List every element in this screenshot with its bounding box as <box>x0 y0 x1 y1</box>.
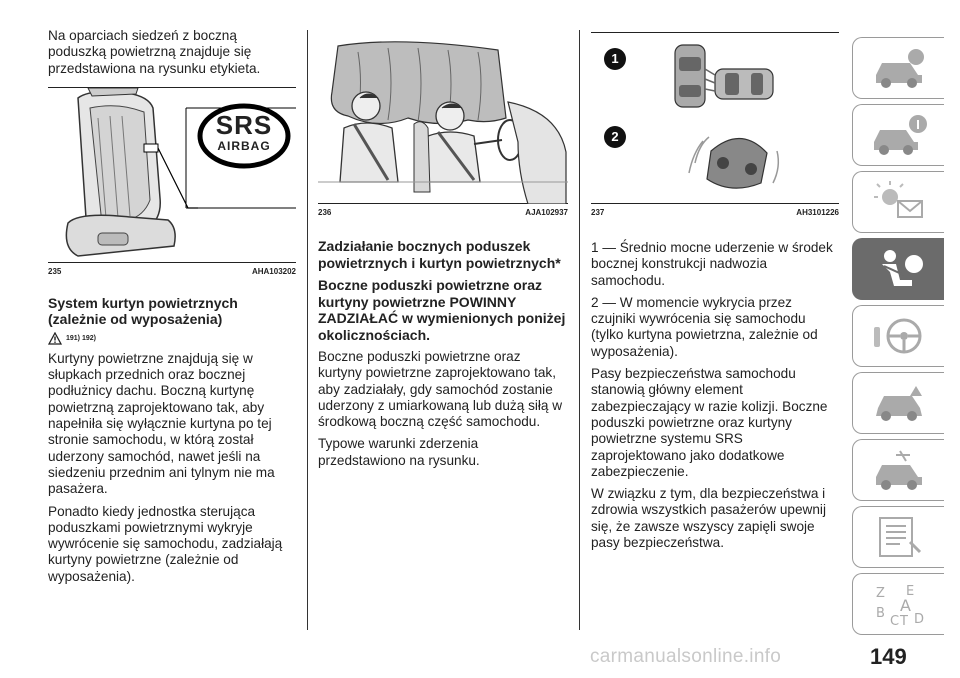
car-info-icon <box>870 45 928 91</box>
tab-technical-data[interactable] <box>852 506 944 568</box>
warning-refs: 191) 192) <box>66 334 96 342</box>
index-letter: E <box>905 584 914 599</box>
tab-index[interactable] <box>852 573 944 635</box>
index-letter: D <box>913 612 924 627</box>
paragraph: Kurtyny powietrzne znajdują się w słupkach przednich oraz bocznej podłużnicy dachu. Boczną kurtynę powietrzną zaprojektowano tak, aby napełniła się wyłącznie kurtyna po tej stronie samochodu, w którą został uderzony samochód, nawet jeśli na siedzeniu przednim ani tylnym nie ma pasażera. <box>48 350 275 497</box>
section-subheading: Boczne poduszki powietrzne oraz kurtyny powietrzne POWINNY ZADZIAŁAĆ w wymienionych poniżej okolicznościach. <box>318 277 566 343</box>
technical-data-icon <box>870 514 928 560</box>
tab-car-info[interactable] <box>852 104 944 166</box>
car-info-i-icon <box>870 112 928 158</box>
figure-236 <box>318 32 568 204</box>
paragraph: Pasy bezpieczeństwa samochodu stanowią główny element zabezpieczający w razie kolizji. Boczne poduszki powietrzne oraz kurtyny powietrzne systemu SRS zaprojektowano jako dodatkowe zabezpieczenie. <box>591 366 828 479</box>
index-letter: A <box>899 596 911 615</box>
figure-number: 236 <box>318 208 332 217</box>
figure-caption <box>318 204 568 220</box>
tab-car-overview[interactable] <box>852 37 944 99</box>
list-item: 2 — W momencie wykrycia przez czujniki wywrócenia się samochodu (tylko kurtyna powietrzna, zależnie od wyposażenia). <box>591 294 818 359</box>
figure-code: AJA102937 <box>525 208 568 217</box>
paragraph: Ponadto kiedy jednostka sterująca poduszkami powietrznymi wykryje wywrócenie się samochodu, zadziałają kurtyny powietrzne (zależnie od wyposażenia). <box>48 503 283 584</box>
paragraph: W związku z tym, dla bezpieczeństwa i zdrowia wszystkich pasażerów upewnij się, że zawsze wszyscy zapięli swoje pasy bezpieczeństwa. <box>591 486 826 551</box>
section-heading: System kurtyn powietrznych (zależnie od wyposażenia) <box>48 294 238 328</box>
warning-reference <box>48 332 296 345</box>
marker-1: 1 <box>611 51 619 66</box>
warning-triangle-icon <box>48 332 62 345</box>
figure-237 <box>591 32 839 204</box>
figure-code: AHA103202 <box>251 266 296 276</box>
index-letter: B <box>875 606 885 621</box>
column-divider <box>307 30 308 630</box>
chapter-sidebar <box>852 37 944 640</box>
figure-code: AH3101226 <box>796 208 839 217</box>
srs-text: SRS <box>215 109 273 140</box>
emergency-icon <box>870 380 928 426</box>
intro-text: Na oparciach siedzeń z boczną poduszką powietrzną znajduje się przedstawiona na rysunku etykieta. <box>48 28 261 76</box>
column-divider <box>579 30 580 630</box>
index-letter: T <box>899 614 908 627</box>
tab-emergency[interactable] <box>852 372 944 434</box>
tab-warning-lights[interactable] <box>852 171 944 233</box>
figure-number: 235 <box>48 266 62 276</box>
side-airbag-illustration <box>318 32 568 204</box>
tab-starting-driving[interactable] <box>852 305 944 367</box>
figure-caption <box>591 204 839 220</box>
starting-driving-icon <box>870 313 928 359</box>
tab-safety[interactable] <box>852 238 944 300</box>
srs-airbag-label <box>206 109 282 153</box>
page-number: 149 <box>870 644 907 669</box>
column-2 <box>318 32 568 475</box>
marker-2: 2 <box>611 129 619 144</box>
collision-illustration <box>591 33 839 205</box>
list-item: 1 — Średnio mocne uderzenie w środek bocznej konstrukcji nadwozia samochodu. <box>591 240 833 288</box>
figure-235 <box>48 87 296 263</box>
index-letter: Z <box>875 586 885 601</box>
airbag-safety-icon <box>870 246 928 292</box>
column-3 <box>591 32 839 557</box>
figure-number: 237 <box>591 208 605 217</box>
airbag-text: AIRBAG <box>217 138 271 153</box>
index-icon <box>870 581 928 627</box>
column-1 <box>48 28 296 591</box>
watermark: carmanualsonline.info <box>590 646 782 667</box>
maintenance-icon <box>870 447 928 493</box>
tab-maintenance[interactable] <box>852 439 944 501</box>
paragraph: Boczne poduszki powietrzne oraz kurtyny powietrzne zaprojektowano tak, aby zadziałały, gdy samochód zostanie uderzony z umiarkowaną lub dużą siłą w środkową boczną część samochodu. <box>318 349 563 430</box>
section-heading: Zadziałanie bocznych poduszek powietrznych i kurtyn powietrznych* <box>318 238 561 271</box>
warning-lights-icon <box>870 179 928 225</box>
paragraph: Typowe warunki zderzenia przedstawiono na rysunku. <box>318 436 480 468</box>
figure-caption <box>48 263 296 279</box>
index-letter: C <box>889 614 899 627</box>
